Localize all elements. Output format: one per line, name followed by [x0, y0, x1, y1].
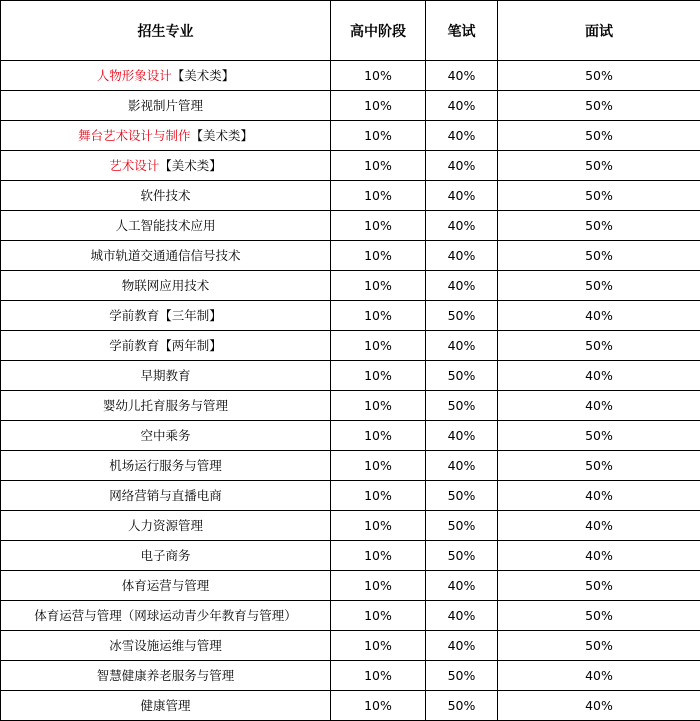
interview-cell: 40% — [498, 361, 700, 391]
written-cell: 40% — [426, 241, 498, 271]
table-row — [1, 331, 700, 361]
major-name: 学前教育【两年制】 — [109, 337, 222, 353]
high-school-cell: 10% — [331, 691, 426, 721]
major-name: 学前教育【三年制】 — [109, 307, 222, 323]
major-cell — [1, 661, 331, 691]
written-cell: 40% — [426, 331, 498, 361]
interview-cell: 50% — [498, 601, 700, 631]
table-row — [1, 541, 700, 571]
high-school-cell: 10% — [331, 151, 426, 181]
interview-cell: 50% — [498, 211, 700, 241]
header-high-school: 高中阶段 — [331, 1, 426, 61]
table-row — [1, 61, 700, 91]
major-name: 网络营销与直播电商 — [109, 487, 222, 503]
written-cell: 40% — [426, 181, 498, 211]
major-name: 城市轨道交通通信信号技术 — [90, 247, 241, 263]
written-cell: 50% — [426, 661, 498, 691]
major-category-tag: 【美术类】 — [171, 67, 235, 83]
major-cell — [1, 511, 331, 541]
written-cell: 50% — [426, 691, 498, 721]
high-school-cell: 10% — [331, 91, 426, 121]
high-school-cell: 10% — [331, 391, 426, 421]
major-name: 物联网应用技术 — [121, 277, 210, 293]
major-cell — [1, 541, 331, 571]
table-row — [1, 631, 700, 661]
major-cell — [1, 451, 331, 481]
table-body — [1, 61, 700, 721]
interview-cell: 50% — [498, 451, 700, 481]
table-row — [1, 361, 700, 391]
written-cell: 40% — [426, 271, 498, 301]
written-cell: 50% — [426, 541, 498, 571]
major-cell — [1, 301, 331, 331]
header-written: 笔试 — [426, 1, 498, 61]
written-cell: 40% — [426, 601, 498, 631]
written-cell: 40% — [426, 211, 498, 241]
table-row — [1, 451, 700, 481]
major-cell — [1, 271, 331, 301]
high-school-cell: 10% — [331, 571, 426, 601]
major-cell — [1, 571, 331, 601]
table-row — [1, 211, 700, 241]
major-cell — [1, 61, 331, 91]
table-row — [1, 421, 700, 451]
table-row — [1, 271, 700, 301]
written-cell: 50% — [426, 361, 498, 391]
high-school-cell: 10% — [331, 511, 426, 541]
written-cell: 40% — [426, 421, 498, 451]
major-cell — [1, 181, 331, 211]
table-row — [1, 241, 700, 271]
high-school-cell: 10% — [331, 61, 426, 91]
major-cell — [1, 421, 331, 451]
written-cell: 50% — [426, 391, 498, 421]
table-row — [1, 91, 700, 121]
major-name: 舞台艺术设计与制作 — [77, 127, 191, 143]
high-school-cell: 10% — [331, 481, 426, 511]
major-cell — [1, 361, 331, 391]
interview-cell: 40% — [498, 541, 700, 571]
major-cell — [1, 391, 331, 421]
interview-cell: 50% — [498, 181, 700, 211]
major-name: 体育运营与管理 — [121, 577, 210, 593]
high-school-cell: 10% — [331, 181, 426, 211]
written-cell: 40% — [426, 61, 498, 91]
written-cell: 40% — [426, 631, 498, 661]
written-cell: 40% — [426, 91, 498, 121]
high-school-cell: 10% — [331, 241, 426, 271]
table-row — [1, 391, 700, 421]
major-cell — [1, 601, 331, 631]
written-cell: 40% — [426, 151, 498, 181]
table-row — [1, 151, 700, 181]
interview-cell: 40% — [498, 511, 700, 541]
major-category-tag: 【美术类】 — [190, 127, 254, 143]
interview-cell: 50% — [498, 121, 700, 151]
high-school-cell: 10% — [331, 361, 426, 391]
header-interview: 面试 — [498, 1, 700, 61]
major-name: 早期教育 — [140, 367, 191, 383]
interview-cell: 50% — [498, 91, 700, 121]
table-row — [1, 181, 700, 211]
high-school-cell: 10% — [331, 451, 426, 481]
major-name: 软件技术 — [140, 187, 191, 203]
written-cell: 40% — [426, 121, 498, 151]
major-category-tag: 【美术类】 — [159, 157, 222, 173]
table-row — [1, 571, 700, 601]
major-name: 空中乘务 — [140, 427, 191, 443]
header-major: 招生专业 — [1, 1, 331, 61]
major-name: 机场运行服务与管理 — [109, 457, 222, 473]
written-cell: 40% — [426, 571, 498, 601]
written-cell: 50% — [426, 481, 498, 511]
table-row — [1, 691, 700, 721]
high-school-cell: 10% — [331, 601, 426, 631]
interview-cell: 40% — [498, 481, 700, 511]
high-school-cell: 10% — [331, 631, 426, 661]
major-name: 体育运营与管理（网球运动青少年教育与管理） — [34, 607, 297, 623]
written-cell: 50% — [426, 301, 498, 331]
major-name: 人物形象设计 — [96, 67, 172, 83]
major-cell — [1, 691, 331, 721]
major-cell — [1, 481, 331, 511]
written-cell: 40% — [426, 451, 498, 481]
high-school-cell: 10% — [331, 541, 426, 571]
high-school-cell: 10% — [331, 121, 426, 151]
written-cell: 50% — [426, 511, 498, 541]
major-name: 影视制片管理 — [127, 97, 203, 113]
major-name: 人工智能技术应用 — [115, 217, 216, 233]
interview-cell: 50% — [498, 241, 700, 271]
major-name: 艺术设计 — [109, 157, 160, 173]
interview-cell: 50% — [498, 421, 700, 451]
high-school-cell: 10% — [331, 211, 426, 241]
major-cell — [1, 241, 331, 271]
major-name: 健康管理 — [140, 697, 191, 713]
interview-cell: 40% — [498, 391, 700, 421]
interview-cell: 40% — [498, 691, 700, 721]
table-row — [1, 601, 700, 631]
high-school-cell: 10% — [331, 301, 426, 331]
interview-cell: 40% — [498, 661, 700, 691]
table-row — [1, 661, 700, 691]
table-row — [1, 481, 700, 511]
interview-cell: 50% — [498, 271, 700, 301]
major-cell — [1, 121, 331, 151]
major-cell — [1, 331, 331, 361]
table-row — [1, 511, 700, 541]
interview-cell: 40% — [498, 301, 700, 331]
major-name: 冰雪设施运维与管理 — [109, 637, 222, 653]
interview-cell: 50% — [498, 631, 700, 661]
major-cell — [1, 91, 331, 121]
table-row — [1, 121, 700, 151]
major-cell — [1, 211, 331, 241]
table-row — [1, 301, 700, 331]
high-school-cell: 10% — [331, 331, 426, 361]
major-name: 婴幼儿托育服务与管理 — [102, 397, 228, 413]
major-cell — [1, 151, 331, 181]
interview-cell: 50% — [498, 571, 700, 601]
high-school-cell: 10% — [331, 271, 426, 301]
interview-cell: 50% — [498, 331, 700, 361]
major-name: 智慧健康养老服务与管理 — [96, 667, 235, 683]
major-cell — [1, 631, 331, 661]
high-school-cell: 10% — [331, 661, 426, 691]
interview-cell: 50% — [498, 151, 700, 181]
high-school-cell: 10% — [331, 421, 426, 451]
interview-cell: 50% — [498, 61, 700, 91]
header-row — [1, 1, 700, 61]
major-name: 人力资源管理 — [127, 517, 203, 533]
major-name: 电子商务 — [140, 547, 191, 563]
